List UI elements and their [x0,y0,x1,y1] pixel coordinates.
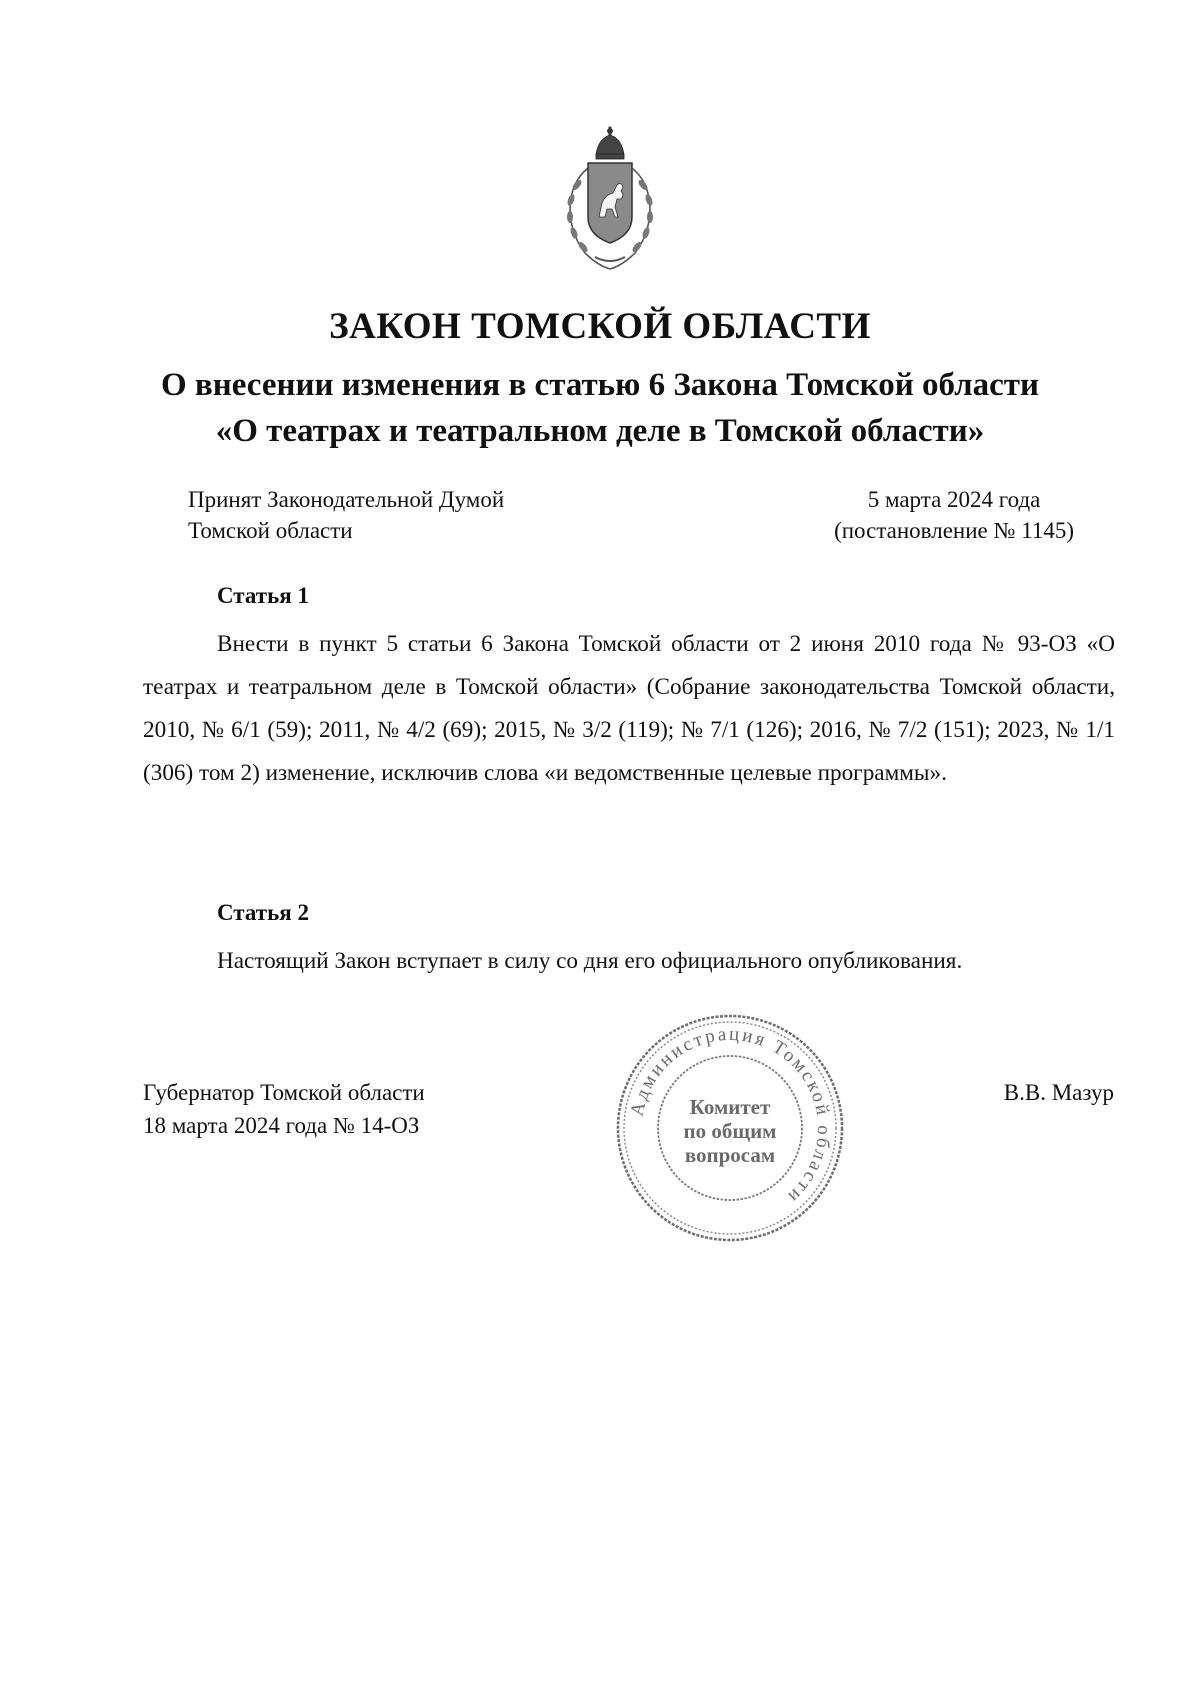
law-subtitle-line-2: «О театрах и театральном деле в Томской области» [215,413,985,449]
adoption-body-line-1: Принят Законодательной Думой [188,487,505,512]
article-1-text: Внести в пункт 5 статьи 6 Закона Томской области от 2 июня 2010 года № 93-ОЗ «О театрах и театральном деле в Томской области» (Собрание законодательства Томской области, 2010, № 6/1 (59); 2011, № 4/2 (69); 2015, № 3/2 (119); № 7/1 (126); 2016, № 7/2 (151); 2023, № 1/1 (306) том 2) изменение, исключив слова «и ведомственные целевые программы». [143,631,1115,786]
law-subtitle-line-1: О внесении изменения в статью 6 Закона Томской области [160,367,1040,403]
law-subtitle [100,362,1100,454]
adoption-body [188,484,504,546]
article-2-heading: Статья 2 [217,900,309,925]
article-2-text: Настоящий Закон вступает в силу со дня его официального опубликования. [217,948,963,974]
signatory-position: Губернатор Томской области [143,1080,425,1105]
stamp-center-line-2: по общим [683,1119,777,1143]
law-title: ЗАКОН ТОМСКОЙ ОБЛАСТИ [329,306,871,347]
stamp-center-line-1: Комитет [689,1095,771,1119]
signature-block [143,1076,425,1142]
signatory-name: В.В. Мазур [1003,1080,1114,1105]
coat-of-arms-icon [555,125,665,273]
adoption-date: 5 марта 2024 года [867,487,1041,512]
adoption-date-block [834,484,1074,546]
stamp-ring-text: Администрация Томской области [626,1023,835,1209]
article-1-heading: Статья 1 [217,583,309,608]
stamp-center-line-3: вопросам [684,1143,776,1167]
adoption-body-line-2: Томской области [188,518,353,543]
adoption-resolution: (постановление № 1145) [834,518,1074,543]
official-stamp-icon [612,1010,848,1246]
law-date-number: 18 марта 2024 года № 14-ОЗ [143,1113,420,1138]
